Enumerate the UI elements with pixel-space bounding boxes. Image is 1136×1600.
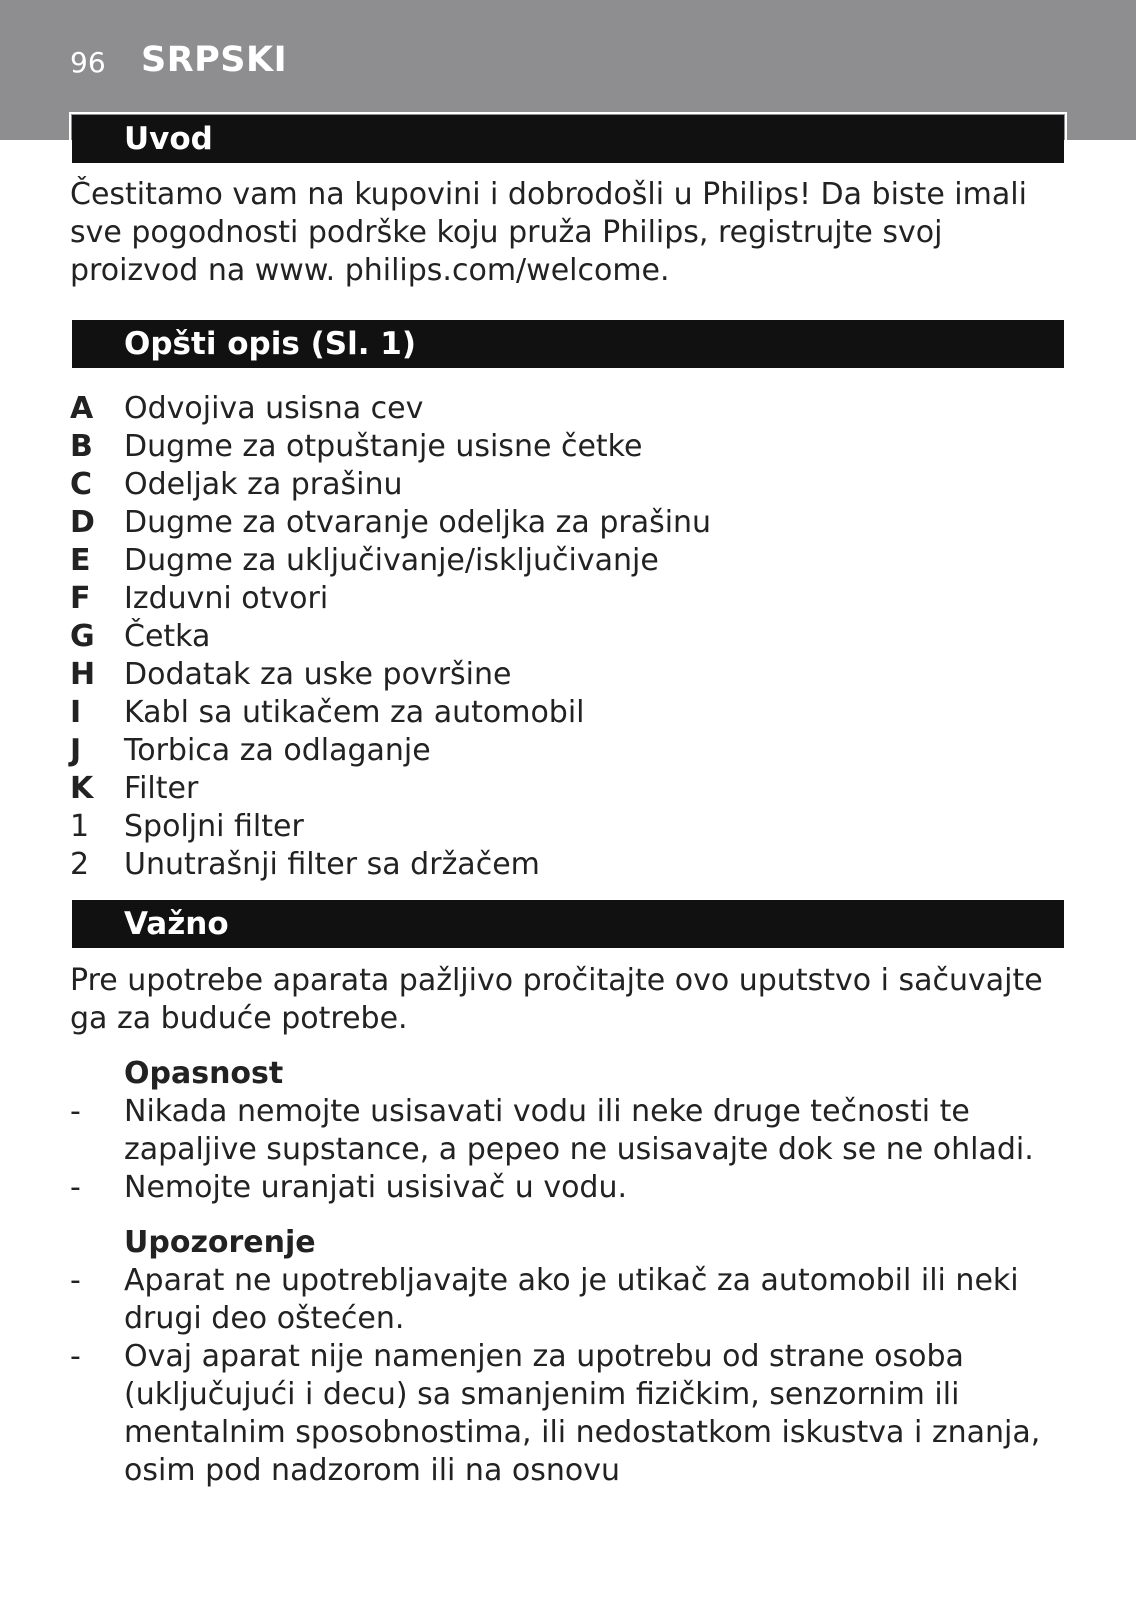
item-key: H xyxy=(70,657,96,692)
bullet-text: Nikada nemojte usisavati vodu ili neke druge tečnosti te zapaljive supstance, a pepeo ne usisavajte dok se ne ohladi. xyxy=(124,1094,1034,1167)
item-label: Spoljni filter xyxy=(124,809,304,844)
item-label: Filter xyxy=(124,771,199,806)
list-item xyxy=(70,732,711,770)
danger-heading: Opasnost xyxy=(124,1056,284,1091)
item-label: Dugme za otpuštanje usisne četke xyxy=(124,429,643,464)
item-key: D xyxy=(70,505,95,540)
list-item xyxy=(70,618,711,656)
list-item xyxy=(70,466,711,504)
list-item xyxy=(70,542,711,580)
language-title: SRPSKI xyxy=(141,40,288,80)
list-item xyxy=(70,770,711,808)
list-item xyxy=(70,694,711,732)
list-item xyxy=(70,1093,1070,1169)
bullet-dash: - xyxy=(70,1094,81,1129)
parts-list xyxy=(70,390,711,884)
important-paragraph: Pre upotrebe aparata pažljivo pročitajte ovo uputstvo i sačuvajte ga za buduće potrebe. xyxy=(70,963,1043,1036)
list-item xyxy=(70,1262,1070,1338)
list-item xyxy=(70,580,711,618)
item-key: K xyxy=(70,771,94,806)
list-item xyxy=(70,846,711,884)
item-key: F xyxy=(70,581,91,616)
item-key: J xyxy=(70,733,82,768)
item-label: Unutrašnji filter sa držačem xyxy=(124,847,540,882)
item-key: A xyxy=(70,391,94,426)
item-key: 1 xyxy=(70,809,90,844)
intro-paragraph: Čestitamo vam na kupovini i dobrodošli u Philips! Da biste imali sve pogodnosti podrške koju pruža Philips, registrujte svoj proizvod na www. philips.com/welcome. xyxy=(70,177,1027,288)
list-item xyxy=(70,504,711,542)
item-key: I xyxy=(70,695,82,730)
item-label: Odvojiva usisna cev xyxy=(124,391,424,426)
item-label: Izduvni otvori xyxy=(124,581,329,616)
item-label: Dugme za otvaranje odeljka za prašinu xyxy=(124,505,712,540)
section-title-important: Važno xyxy=(72,900,1064,948)
list-item xyxy=(70,1169,1070,1207)
item-label: Torbica za odlaganje xyxy=(124,733,431,768)
item-key: 2 xyxy=(70,847,90,882)
warning-bullets xyxy=(70,1262,1070,1490)
item-label: Dugme za uključivanje/isključivanje xyxy=(124,543,659,578)
bullet-text: Ovaj aparat nije namenjen za upotrebu od strane osoba (uključujući i decu) sa smanjenim fizičkim, senzornim ili mentalnim sposobnostima, ili nedostatkom iskustva i znanja, osim pod nadzorom ili na osnovu xyxy=(124,1339,1041,1488)
list-item xyxy=(70,1338,1070,1490)
list-item xyxy=(70,656,711,694)
section-title-intro: Uvod xyxy=(72,115,1064,163)
section-title-general: Opšti opis (Sl. 1) xyxy=(72,320,1064,368)
list-item xyxy=(70,390,711,428)
bullet-dash: - xyxy=(70,1339,81,1374)
list-item xyxy=(70,428,711,466)
bullet-dash: - xyxy=(70,1263,81,1298)
item-label: Dodatak za uske površine xyxy=(124,657,512,692)
bullet-text: Aparat ne upotrebljavajte ako je utikač za automobil ili neki drugi deo oštećen. xyxy=(124,1263,1019,1336)
page-number: 96 xyxy=(70,46,106,79)
list-item xyxy=(70,808,711,846)
item-key: G xyxy=(70,619,95,654)
item-key: E xyxy=(70,543,91,578)
item-label: Kabl sa utikačem za automobil xyxy=(124,695,585,730)
item-key: B xyxy=(70,429,93,464)
item-label: Četka xyxy=(124,619,211,654)
warning-heading: Upozorenje xyxy=(124,1225,316,1260)
item-key: C xyxy=(70,467,93,502)
bullet-dash: - xyxy=(70,1170,81,1205)
danger-bullets xyxy=(70,1093,1070,1207)
item-label: Odeljak za prašinu xyxy=(124,467,403,502)
bullet-text: Nemojte uranjati usisivač u vodu. xyxy=(124,1170,628,1205)
